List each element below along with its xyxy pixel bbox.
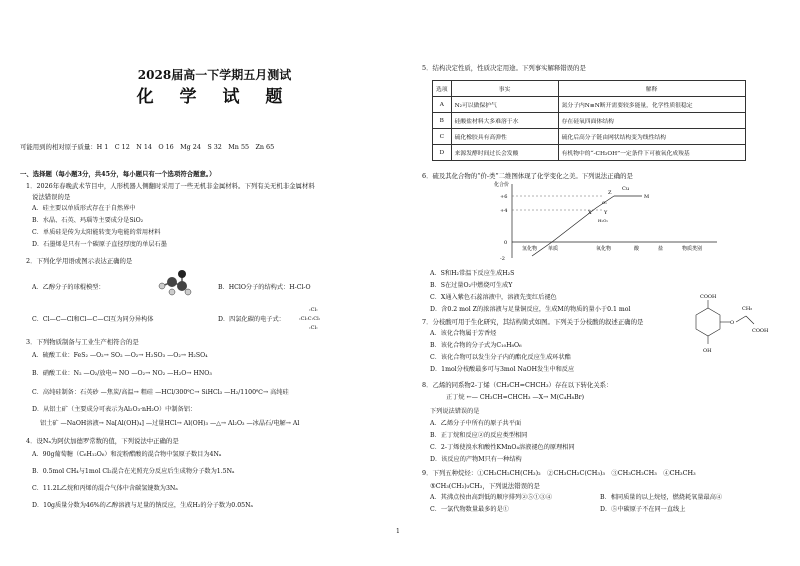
exam-title: 2028届高一下学期五月测试: [137, 68, 292, 82]
q9-option-d: D．⑤中碳原子不在同一直线上: [600, 506, 686, 513]
q3-stem: 3．下列物质制备与工业生产相符合的是: [26, 338, 139, 346]
q5-table-row: [433, 97, 746, 113]
q7-option-d: D．1mol分枝酸最多可与3mol NaOH发生中和反应: [430, 366, 575, 373]
q4-option-b: B．0.5mol CH₄与1mol Cl₂混合在光照充分反应后生成物分子数为1.5Nₐ: [32, 468, 235, 475]
q2-stem: 2．下列化学用语或图示表达正确的是: [26, 257, 133, 265]
q2-option-c: C．Cl—C—Cl和Cl—C—Cl互为同分异构体: [32, 316, 154, 323]
y-tick-zero: 0: [504, 240, 508, 246]
point-x: X: [588, 210, 592, 216]
q3-option-d-scheme: 铝土矿 —NaOH溶液→ Na[Al(OH)₄] —过量HCl→ Al(OH)₃ —△→ Al₂O₃ —冰晶石/电解→ Al: [40, 420, 300, 427]
q5-table-row: [433, 145, 746, 161]
q5-row-b-option: B: [433, 113, 452, 129]
x-tick-hydride: 氢化物: [522, 246, 538, 252]
q5-stem: 5．结构决定性质，性质决定用途。下列事实解释错误的是: [422, 64, 586, 72]
y-tick-plus6: +6: [500, 194, 508, 200]
x-tick-element: 单质: [548, 246, 559, 252]
q1-option-b: B．水晶、石英、玛瑙等主要成分是SiO₂: [32, 217, 144, 224]
x-tick-oxide: 氧化物: [596, 246, 612, 252]
q5-row-a-explanation: 氮分子内N≡N断开需要较多能量，化学性质很稳定: [558, 97, 745, 113]
page-number: 1: [396, 528, 400, 535]
struct-cooh-top: COOH: [700, 294, 717, 300]
q9-stem-2: ⑤CH₃(CH₂)₃CH₃，下列说法错误的是: [430, 482, 540, 490]
q6-stem: 6．硫及其化合物的“价-类”二维图体现了化学变化之美。下列说法正确的是: [422, 172, 633, 180]
svg-text::Cl:: :Cl:: [309, 325, 318, 331]
q5-table-row: [433, 113, 746, 129]
q3-option-b: B．硝酸工业：N₂ —O₂/放电→ NO —O₂→ NO₂ —H₂O→ HNO₃: [32, 370, 212, 377]
q1-option-c: C．单质硅是传为太阳能转变为电能的常用材料: [32, 229, 161, 236]
q2-option-b: B．HClO分子的结构式：H-Cl-O: [218, 284, 311, 291]
atomic-mass-note: 可能用到的相对原子质量：H 1 C 12 N 14 O 16 Mg 24 S 32 Mn 55 Zn 65: [20, 143, 275, 151]
q6-option-a: A．S和H₂常温下反应生成H₂S: [430, 270, 515, 277]
q5-header-fact: 事实: [451, 81, 558, 97]
q5-table: [432, 80, 746, 161]
x-tick-salt: 盐: [658, 246, 664, 252]
struct-cooh-right: COOH: [752, 328, 769, 334]
svg-text::Cl:: :Cl:: [309, 307, 318, 313]
point-cu: Cu: [622, 186, 630, 192]
q4-option-d: D．10g质量分数为46%的乙醇溶液与足量的钠反应，生成H₂的分子数为0.05Nₐ: [32, 502, 253, 509]
q4-stem: 4．设Nₐ为阿伏加德罗常数的值，下列说法中正确的是: [26, 437, 179, 445]
q6-option-b: B．S在过量O₂中燃烧可生成Y: [430, 282, 513, 289]
struct-oh: OH: [703, 348, 712, 354]
q5-header-explanation: 解释: [558, 81, 745, 97]
q1-option-a: A．硅主要以单质形式存在于自然界中: [32, 205, 136, 212]
x-tick-acid: 酸: [634, 246, 640, 252]
q5-header-option: 选项: [433, 81, 452, 97]
point-z: Z: [608, 190, 612, 196]
q6-option-c: C．X通入紫色石蕊溶液中，溶液先变红后褪色: [430, 294, 557, 301]
label-o2: O₂: [602, 200, 607, 205]
q1-stem: 1．2026年春晚武术节目中，人形机器人侧翻时采用了一些无机非金属材料。下列有关无机非金属材料: [26, 182, 315, 190]
exam-subject-title: 化 学 试 题: [136, 87, 293, 107]
q5-row-c-fact: 硫化橡胶具有高弹性: [451, 129, 558, 145]
y-axis-label: 化合价: [494, 182, 510, 188]
q7-option-c: C．该化合物可以发生分子内的酯化反应生成环状酯: [430, 354, 571, 361]
q9-option-a: A．其沸点按由高到低的顺序排列②⑤①③④: [430, 494, 553, 501]
q1-stem-2: 说法错误的是: [32, 193, 71, 201]
q5-row-d-explanation: 有机物中的“-CH₂OH”一定条件下可被氧化成羧基: [558, 145, 745, 161]
q3-option-a: A．硫酸工业：FeS₂ —O₂→ SO₂ —O₂→ H₂SO₃ —O₂→ H₂SO₄: [32, 352, 208, 359]
chorismic-acid-structure: [692, 290, 780, 360]
x-axis-label: 物质类别: [682, 246, 703, 252]
q7-option-b: B．该化合物的分子式为C₁₀H₈O₆: [430, 342, 522, 349]
q5-row-a-option: A: [433, 97, 452, 113]
struct-ch2: CH₂: [742, 306, 753, 312]
q5-table-header: [433, 81, 746, 97]
y-tick-plus4: +4: [500, 208, 508, 214]
q8-option-b: B．正丁烷和反应②的反应类型相同: [430, 432, 528, 439]
q8-subheading: 下列说法错误的是: [430, 408, 480, 415]
q5-table-row: [433, 129, 746, 145]
q5-row-b-fact: 硅酸盐材料大多难溶于水: [451, 113, 558, 129]
q8-option-a: A．乙烯分子中所有的原子共平面: [430, 420, 522, 427]
ethanol-ball-stick-model: [152, 268, 192, 298]
q9-option-c: C．一氯代物数量最多的是①: [430, 506, 509, 513]
ccl4-electron-dot: [298, 304, 328, 334]
point-y: Y: [604, 210, 608, 216]
q3-option-d: D．从铝土矿（主要成分可表示为Al₂O₃·nH₂O）中制备铝：: [32, 406, 197, 413]
q3-option-c: C．高纯硅制备：石英砂 —焦炭/高温→ 粗硅 —HCl/300℃→ SiHCl₃ —H₂/1100℃→ 高纯硅: [32, 389, 289, 396]
q7-stem: 7．分枝酸可用于生化研究，其结构简式如图。下列关于分枝酸的叙述正确的是: [422, 318, 644, 326]
valence-class-diagram: [492, 180, 722, 266]
q2-option-a: A．乙醇分子的球棍模型：: [32, 284, 105, 291]
q5-row-b-explanation: 存在硅氧四面体结构: [558, 113, 745, 129]
q5-row-d-option: D: [433, 145, 452, 161]
section1-heading: 一、选择题（每小题3分，共45分，每小题只有一个选项符合题意。）: [20, 170, 216, 178]
struct-oxygen: O: [730, 320, 735, 326]
q7-option-a: A．该化合物属于芳香烃: [430, 330, 497, 337]
point-m: M: [644, 194, 650, 200]
q1-option-d: D．石墨烯是只有一个碳原子直径厚度的单层石墨: [32, 241, 167, 248]
label-h2o2: H₂O₂: [598, 218, 608, 223]
q5-row-d-fact: 来源发酵时间过长会发酸: [451, 145, 558, 161]
q4-option-c: C．11.2L乙烷和丙烯的混合气体中含碳氢键数为3Nₐ: [32, 485, 178, 492]
q5-row-c-option: C: [433, 129, 452, 145]
q9-stem: 9．下列五种烷烃：①CH₃CH₂CH(CH₃)₂ ②CH₃CH₂C(CH₃)₃ ③CH₃CH₂CH₃ ④CH₃CH₃: [422, 469, 696, 477]
q9-option-b: B．相同质量的以上烷烃，燃烧耗氧量最高④: [600, 494, 723, 501]
q8-stem: 8．乙烯的同系物2-丁烯（CH₃CH=CHCH₃）存在以下转化关系：: [422, 381, 613, 389]
svg-text::Cl:C:Cl:: :Cl:C:Cl:: [299, 316, 321, 322]
q5-row-a-fact: N₂可以做保护气: [451, 97, 558, 113]
y-tick-minus2: -2: [500, 256, 505, 262]
q4-option-a: A．90g葡萄糖（C₆H₁₂O₆）和淀粉醋酸的混合物中氢原子数目为4Nₐ: [32, 451, 222, 458]
q8-option-d: D．该反应的产物M只有一种结构: [430, 456, 522, 463]
q5-row-c-explanation: 硫化后高分子链由网状结构变为线性结构: [558, 129, 745, 145]
q8-option-c: C．2-丁烯使溴水和酸性KMnO₄溶液褪色的原理相同: [430, 444, 575, 451]
q6-option-d: D．含0.2 mol Z的浓溶液与足量铜反应，生成M的物质的量小于0.1 mol: [430, 306, 631, 313]
q8-scheme: 正丁烷 ←— CH₃CH=CHCH₃ —X→ M(C₄H₈Br): [446, 394, 585, 401]
q2-option-d: D．四氯化碳的电子式：: [218, 316, 285, 323]
